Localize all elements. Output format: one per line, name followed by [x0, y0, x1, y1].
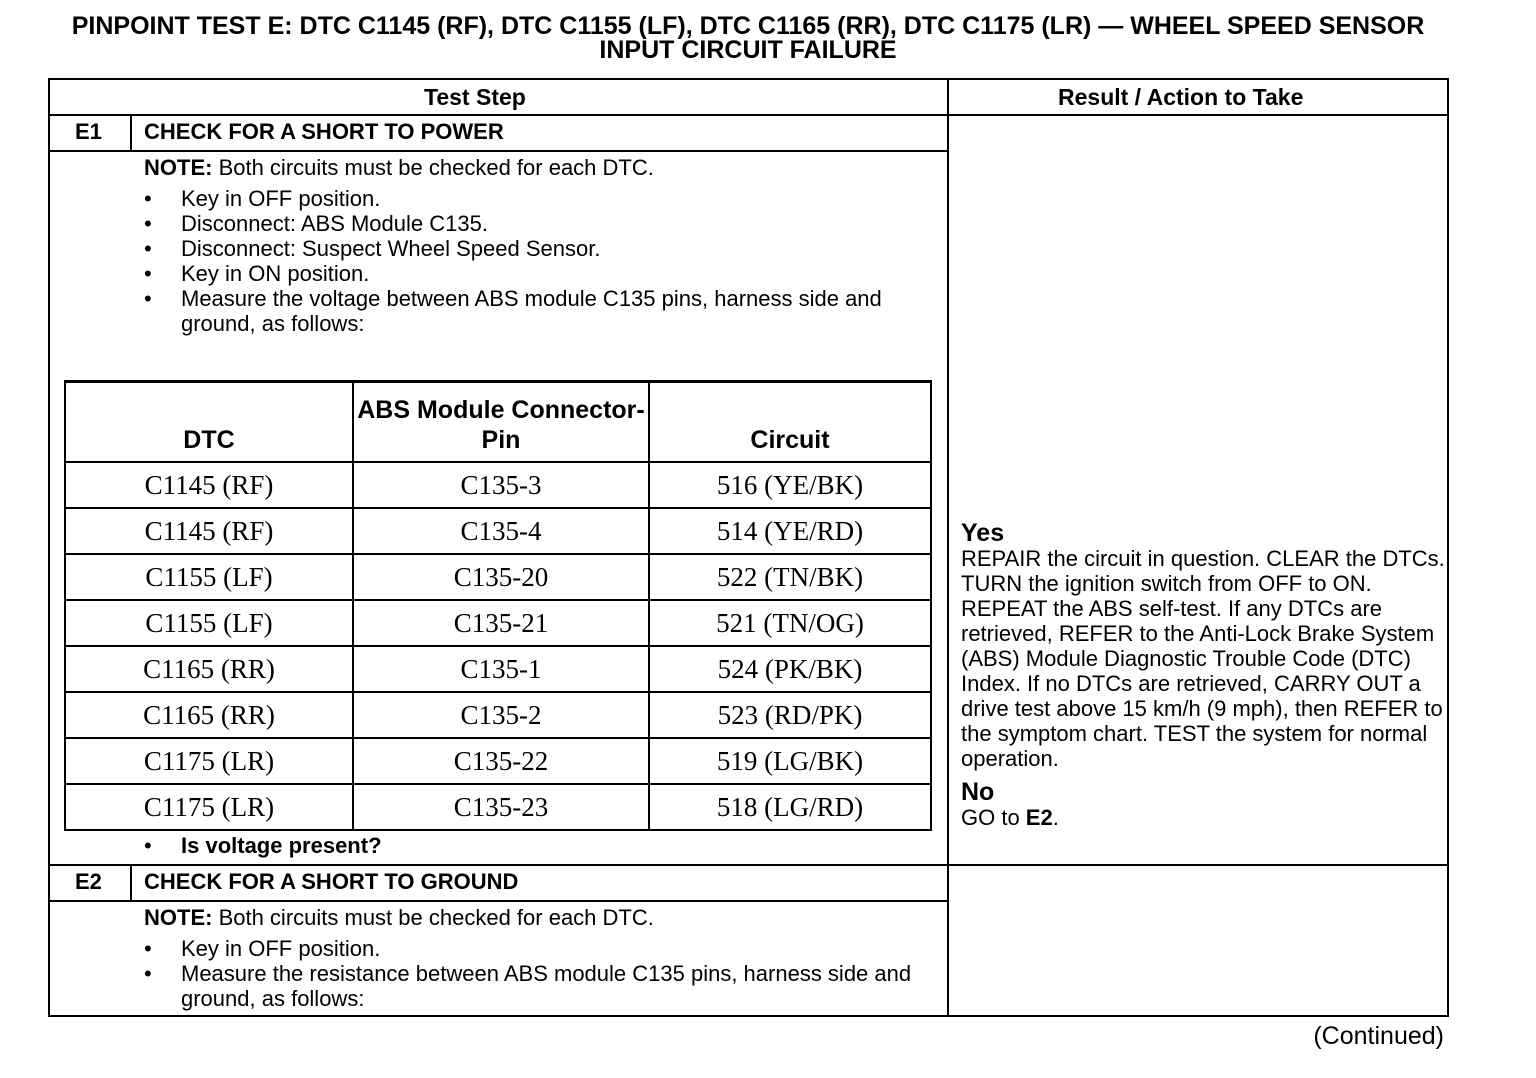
table-row: [65, 600, 931, 646]
cell-circuit: 521 (TN/OG): [649, 600, 931, 646]
list-item: • Disconnect: ABS Module C135.: [144, 211, 488, 236]
page-title: PINPOINT TEST E: DTC C1145 (RF), DTC C1155 (LF), DTC C1165 (RR), DTC C1175 (LR) — WHEEL SPEED SENSOR INPUT CIRCUIT FAILURE: [71, 12, 1425, 64]
cell-dtc: C1175 (LR): [65, 784, 353, 830]
e2-id-separator: [130, 864, 132, 901]
list-item: • Is voltage present?: [144, 833, 382, 858]
cell-circuit: 516 (YE/BK): [649, 462, 931, 508]
e2-title-rule: [48, 900, 948, 902]
cell-dtc: C1145 (RF): [65, 462, 353, 508]
header-rule: [48, 114, 1449, 116]
step-e2-note: NOTE: Both circuits must be checked for each DTC.: [144, 905, 654, 930]
e1-title-rule: [48, 150, 948, 152]
cell-dtc: C1165 (RR): [65, 692, 353, 738]
table-row: [65, 646, 931, 692]
cell-dtc: C1155 (LF): [65, 600, 353, 646]
pin-table-header: [65, 382, 931, 463]
table-row: [65, 784, 931, 830]
e1-end-rule: [48, 864, 1449, 866]
table-row: [65, 738, 931, 784]
list-item: • Measure the voltage between ABS module C135 pins, harness side and ground, as follows:: [144, 286, 882, 336]
step-e2-id: E2: [75, 869, 102, 894]
cell-circuit: 518 (LG/RD): [649, 784, 931, 830]
cell-circuit: 519 (LG/BK): [649, 738, 931, 784]
header-test-step: Test Step: [424, 84, 526, 110]
cell-dtc: C1155 (LF): [65, 554, 353, 600]
table-row: [65, 554, 931, 600]
no-label: No: [961, 778, 995, 806]
step-e1-note: NOTE: Both circuits must be checked for each DTC.: [144, 155, 654, 180]
cell-circuit: 524 (PK/BK): [649, 646, 931, 692]
list-item: • Key in OFF position.: [144, 186, 381, 211]
step-e1-result: [961, 520, 1449, 830]
pin-table-header-pin: ABS Module Connector-Pin: [353, 382, 649, 463]
table-row: [65, 462, 931, 508]
cell-pin: C135-21: [353, 600, 649, 646]
step-e1-question: [144, 833, 921, 858]
cell-pin: C135-2: [353, 692, 649, 738]
cell-circuit: 522 (TN/BK): [649, 554, 931, 600]
step-e1-title: CHECK FOR A SHORT TO POWER: [144, 119, 504, 144]
step-e2-title: CHECK FOR A SHORT TO GROUND: [144, 869, 519, 894]
continued-label: (Continued): [1313, 1022, 1444, 1050]
no-action: GO to E2.: [961, 805, 1059, 830]
cell-dtc: C1145 (RF): [65, 508, 353, 554]
list-item: • Key in ON position.: [144, 261, 370, 286]
cell-dtc: C1165 (RR): [65, 646, 353, 692]
table-row: [65, 692, 931, 738]
step-e1-bullets: [144, 186, 921, 336]
pin-table-header-dtc: DTC: [65, 382, 353, 463]
pin-table-header-circuit: Circuit: [649, 382, 931, 463]
cell-circuit: 514 (YE/RD): [649, 508, 931, 554]
e1-id-separator: [130, 114, 132, 151]
cell-pin: C135-3: [353, 462, 649, 508]
list-item: • Disconnect: Suspect Wheel Speed Sensor.: [144, 236, 601, 261]
column-divider: [947, 78, 949, 1017]
header-result: Result / Action to Take: [1058, 84, 1304, 110]
list-item: • Key in OFF position.: [144, 936, 381, 961]
yes-action: REPAIR the circuit in question. CLEAR the DTCs. TURN the ignition switch from OFF to ON. REPEAT the ABS self-test. If any DTCs are retrieved, REFER to the Anti-Lock Brake System (ABS) Module Diagnostic Trouble Code (DTC) Index. If no DTCs are retrieved, CARRY OUT a drive test above 15 km/h (9 mph), then REFER to the symptom chart. TEST the system for normal operation.: [961, 546, 1445, 771]
cell-pin: C135-22: [353, 738, 649, 784]
cell-pin: C135-23: [353, 784, 649, 830]
cell-pin: C135-20: [353, 554, 649, 600]
pin-table: [64, 380, 932, 831]
cell-pin: C135-1: [353, 646, 649, 692]
yes-label: Yes: [961, 519, 1005, 547]
cell-circuit: 523 (RD/PK): [649, 692, 931, 738]
step-e2-bullets: [144, 936, 921, 1011]
list-item: • Measure the resistance between ABS module C135 pins, harness side and ground, as follows:: [144, 961, 912, 1011]
cell-dtc: C1175 (LR): [65, 738, 353, 784]
cell-pin: C135-4: [353, 508, 649, 554]
table-row: [65, 508, 931, 554]
step-e1-id: E1: [75, 119, 102, 144]
